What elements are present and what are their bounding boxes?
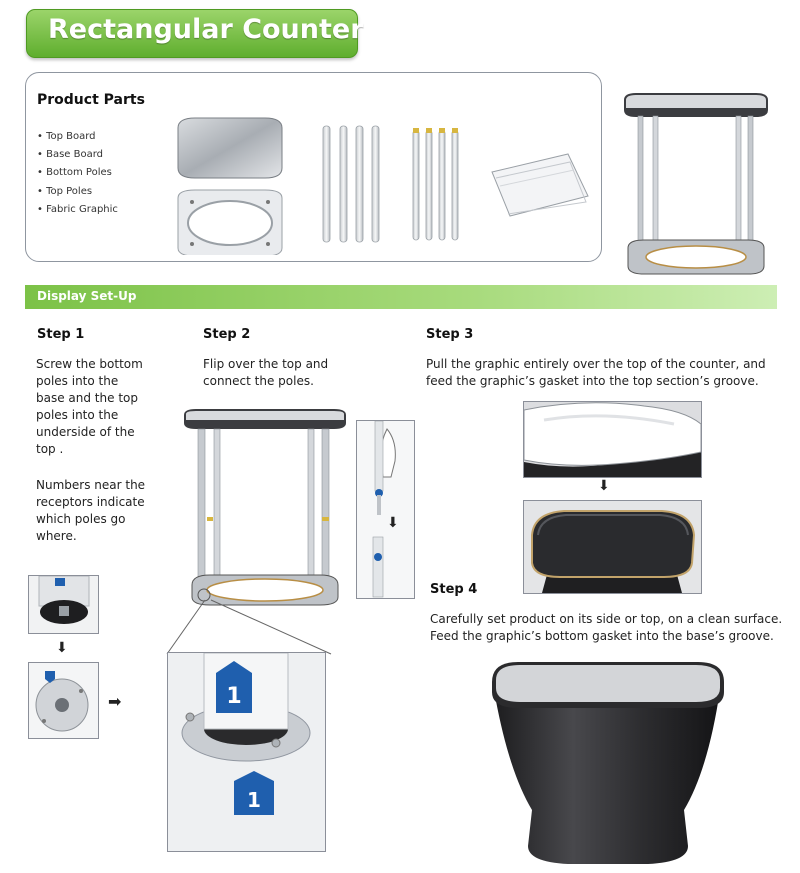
step4-text: Carefully set product on its side or top, on a clean surface. Feed the graphic’s bottom gasket into the base’s groove. — [430, 612, 783, 643]
base-board-image — [178, 190, 282, 255]
step3-graphic-top-image — [523, 401, 702, 478]
display-setup-label: Display Set-Up — [37, 289, 137, 303]
product-parts-heading: Product Parts — [37, 92, 145, 108]
step1-base-closeup — [28, 662, 99, 739]
pole-number-upper: 1 — [226, 684, 242, 709]
step1-note: Numbers near the receptors indicate which poles go where. — [36, 478, 146, 543]
finished-counter-image — [488, 660, 728, 870]
step2-pole-connect-image — [356, 420, 415, 599]
parts-illustration — [170, 110, 595, 255]
step4-title: Step 4 — [430, 582, 478, 597]
arrow-down-icon: ⬇ — [56, 640, 68, 656]
pole-number-lower: 1 — [247, 788, 261, 812]
step3-text: Pull the graphic entirely over the top of the counter, and feed the graphic’s gasket into the top section’s groove. — [426, 357, 766, 388]
top-board-image — [178, 118, 282, 178]
arrow-right-icon: ➡ — [108, 692, 122, 711]
step3-graphic-fitted-image — [523, 500, 702, 594]
assembled-frame-image — [616, 88, 776, 278]
arrow-down-icon-small: ⬇ — [387, 515, 399, 531]
step1-text: Screw the bottom poles into the base and the top poles into the underside of the top . — [36, 357, 143, 456]
page-title: Rectangular Counter — [48, 14, 364, 45]
part-item-base-board: • Base Board — [37, 149, 103, 160]
step2-closeup — [167, 652, 326, 852]
fabric-graphic-image — [492, 154, 588, 216]
bottom-poles-image — [323, 126, 379, 242]
arrow-down-icon: ⬇ — [598, 478, 610, 494]
step1-title: Step 1 — [37, 327, 85, 342]
part-item-bottom-poles: • Bottom Poles — [37, 167, 112, 178]
step1-pole-closeup — [28, 575, 99, 634]
part-item-top-poles: • Top Poles — [37, 186, 92, 197]
step3-title: Step 3 — [426, 327, 474, 342]
step2-frame-image — [180, 405, 350, 610]
step2-text: Flip over the top and connect the poles. — [203, 357, 329, 388]
step2-title: Step 2 — [203, 327, 251, 342]
top-poles-image — [413, 128, 458, 240]
part-item-fabric-graphic: • Fabric Graphic — [37, 204, 118, 215]
zoom-line-right — [165, 598, 335, 658]
display-setup-bar — [25, 285, 777, 309]
part-item-top-board: • Top Board — [37, 131, 96, 142]
